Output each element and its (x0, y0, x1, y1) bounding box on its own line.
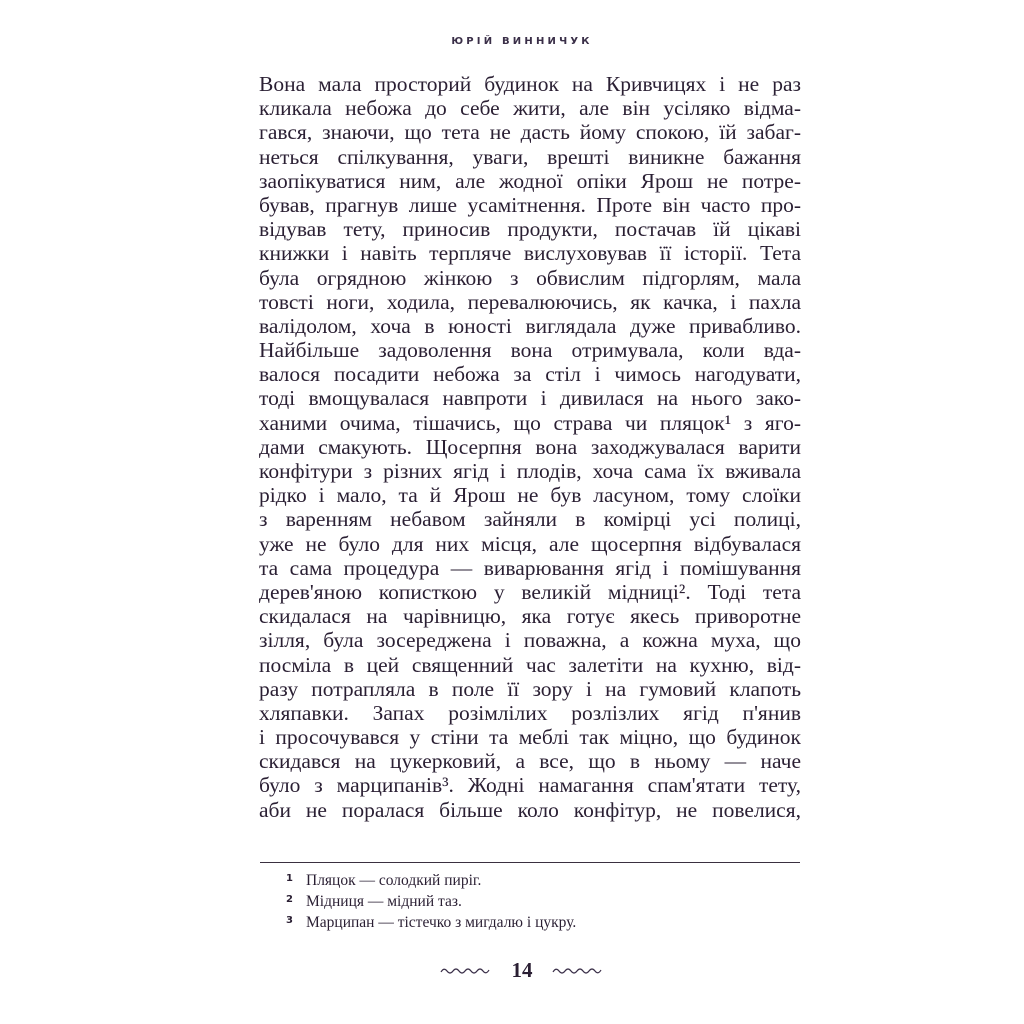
body-text (259, 72, 801, 822)
running-head: ЮРІЙ ВИННИЧУК (451, 36, 593, 47)
body-line: Найбільше задоволення вона отримувала, коли вда- (259, 338, 801, 363)
footnote-text: Марципан — тістечко з мигдалю і цукру. (306, 914, 577, 931)
body-line: було з марципанів³. Жодні намагання спам'ятати тету, (259, 773, 801, 798)
footnote-text: Пляцок — солодкий пиріг. (306, 872, 482, 889)
body-line: кликала небожа до себе жити, але він усіляко відма- (259, 96, 801, 121)
body-line: ханими очима, тішачись, що страва чи пляцок¹ з яго- (259, 410, 801, 435)
body-line: гався, знаючи, що тета не дасть йому спокою, їй забаг- (259, 120, 801, 145)
footnote-number: 1 (286, 873, 293, 884)
footnotes (286, 868, 786, 931)
body-line: скидалася на чарівницю, яка готує якесь приворотне (259, 604, 801, 629)
body-line: разу потрапляла в поле її зору і на гумовий клапоть (259, 676, 801, 701)
body-line: товсті ноги, ходила, перевалюючись, як качка, і пахла (259, 289, 801, 314)
body-line: хляпавки. Запах розімлілих розлізлих ягід п'янив (259, 700, 801, 725)
body-line: скидався на цукерковий, а все, що в ньому — наче (259, 749, 801, 774)
page-folio (0, 956, 1024, 983)
body-line: дерев'яною кописткою у великій мідниці². Тоді тета (259, 579, 801, 604)
body-line: тоді вмощувалася навпроти і дивилася на нього зако- (259, 386, 801, 411)
body-line: рідко і мало, та й Ярош не був ласуном, тому слоїки (259, 483, 801, 508)
page-number: 14 (511, 957, 533, 982)
footnote (286, 868, 786, 889)
body-line: бував, прагнув лише усамітнення. Проте він часто про- (259, 192, 801, 217)
body-line: уже не було для них місця, але щосерпня відбувалася (259, 531, 801, 556)
body-line: конфітури з різних ягід і плодів, хоча сама їх вживала (259, 459, 801, 483)
wave-ornament-right-icon (552, 965, 604, 975)
footnote-divider (260, 862, 800, 863)
body-line: та сама процедура — виварювання ягід і помішування (259, 555, 801, 580)
body-line: заопікуватися ним, але жодної опіки Ярош не потре- (259, 168, 801, 193)
footnote (286, 889, 786, 910)
footnote-text: Мідниця — мідний таз. (306, 893, 462, 910)
wave-ornament-left-icon (440, 965, 492, 975)
body-line: книжки і навіть терпляче вислуховував її історії. Тета (259, 241, 801, 266)
body-line: і просочувався у стіни та меблі так міцно, що будинок (259, 725, 801, 750)
body-line: дами смакують. Щосерпня вона заходжувалася варити (259, 434, 801, 459)
body-line: була огрядною жінкою з обвислим підгорлям, мала (259, 265, 801, 290)
body-line: посміла в цей священний час залетіти на кухню, від- (259, 652, 801, 677)
body-line: валося посадити небожа за стіл і чимось нагодувати, (259, 362, 801, 387)
body-line: валідолом, хоча в юності виглядала дуже привабливо. (259, 313, 801, 338)
body-line: Вона мала просторий будинок на Кривчицях і не раз (259, 72, 801, 96)
footnote-number: 2 (286, 894, 293, 905)
body-line: аби не поралася більше коло конфітур, не повелися, (259, 797, 801, 822)
body-line: відував тету, приносив продукти, постачав їй цікаві (259, 217, 801, 242)
body-line: неться спілкування, уваги, врешті виникне бажання (259, 144, 801, 169)
body-line: з варенням небавом зайняли в комірці усі полиці, (259, 507, 801, 532)
footnote (286, 910, 786, 931)
body-line: зілля, була зосереджена і поважна, а кожна муха, що (259, 628, 801, 653)
footnote-number: 3 (286, 915, 293, 926)
